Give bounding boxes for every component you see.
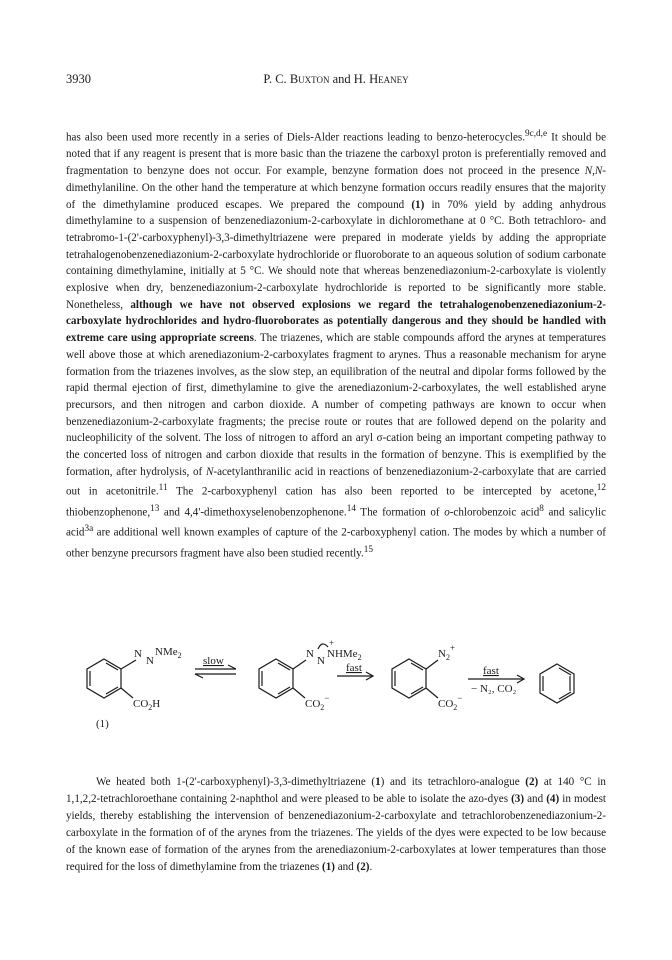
carboxylate-label-2: $CO_2^-$ (438, 693, 463, 712)
slow-step-label: slow (203, 655, 224, 667)
compound-number: (1) (411, 198, 425, 211)
paragraph-1 (66, 126, 606, 562)
compound-number: 1 (375, 776, 381, 788)
text-run: . (369, 861, 373, 873)
text-run: We heated both 1-(2'-carboxyphenyl)-3,3-dimethyltriazene ( (96, 776, 376, 788)
text-run: and (524, 793, 547, 805)
reference-superscript: 13 (150, 503, 160, 514)
compound-number: (2) (356, 861, 370, 873)
italic-text: o (444, 506, 450, 519)
compound-number: (3) (511, 793, 525, 805)
text-run: and salicylic acid (66, 506, 607, 539)
text-run: has also been used more recently in a series of Diels-Alder reactions leading to benzo-heterocycles. (66, 131, 525, 144)
diazonium-label: $N_2^+$ (438, 643, 456, 662)
triazene-nitrogen-1: N (134, 648, 142, 660)
paragraph-2 (66, 774, 606, 876)
zwitterion-nitrogen-2: N (317, 655, 325, 667)
reference-superscript: 15 (363, 544, 374, 555)
benzene-ring-diazonium (392, 659, 438, 698)
positive-charge: + (329, 638, 335, 648)
text-run: -acetylanthranilic acid in reactions of benzenediazonium-2-carboxylate that are carried out in acetonitrile. (66, 465, 606, 499)
triazene-nitrogen-2: N (146, 655, 154, 667)
safety-warning: although we have not observed explosions we regard the tetrahalogenobenzenediazonium-2-carboxylate hydrochlorides and hydro-fluoroborates as potentially dangerous and they should be handled with extreme care using appropriate screens (66, 298, 606, 345)
carboxylic-acid-label: $CO_2H$ (133, 698, 161, 712)
benzene-ring-zwitterion (259, 659, 306, 698)
text-run: It should be noted that if any reagent is present that is more basic than the triazene the carboxyl proton is preferentially removed and fragmentation to benzyne does not occur. For example, benzyne formation does not proceed in the presence (66, 131, 607, 178)
author-conjunction: and H. (329, 72, 370, 86)
compound-label-1: (1) (96, 718, 109, 730)
dimethylamino-label: NMe$_2$ (155, 646, 182, 660)
dimethylammonium-label: NHMe$_2$ (327, 648, 362, 662)
compound-number: (4) (546, 793, 560, 805)
text-run: in modest yields, thereby establishing the intervension of benzenediazonium-2-carboxylate and tetrachlorobenzenediazonium-2-carboxylate in the formation of of the arynes from the triazenes. The yields of the dyes were expected to be low because of the known ease of formation of the arynes from the arenediazonium-2-carboxylates at lower temperatures than those required for the loss of dimethylamine from the triazenes (66, 793, 606, 873)
compound-number: (2) (525, 776, 539, 788)
benzene-ring-triazene (87, 659, 136, 698)
text-run: and 4,4'-dimethoxyselenobenzophenone. (159, 506, 347, 519)
text-run: and (334, 861, 357, 873)
author-initials-1: P. C. (263, 72, 290, 86)
text-run: . The triazenes, which are stable compounds afford the arynes at temperatures well above those at which arenediazonium-2-carboxylates fragment to arynes. Thus a reasonable mechanism for aryne formation from the triazenes involves, as the slow step, an equilibration of the neutral and dipolar forms followed by the rapid thermal ejection of first, dimethylamine to give the arenediazonium-2-carboxylates, the well established aryne precursors, and then nitrogen and carbon dioxide. A number of competing pathways are known to occur when benzenediazonium-2-carboxylate fragments; the precise route or routes that are followed depend on the polarity and nucleophilicity of the solvent. The loss of nitrogen to afford an aryl σ-cation being an important competing pathway to the concerted loss of nitrogen and carbon dioxide that results in the formation of benzyne. This is exemplified by the formation, after hydrolysis, of (66, 332, 606, 478)
reference-superscript: 11 (158, 483, 168, 494)
text-run: in 70% yield by adding anhydrous dimethylamine to a suspension of benzenediazonium-2-carboxylate in dichloromethane at 0 °C. Both tetrachloro- and tetrabromo-1-(2'-carboxyphenyl)-3,3-dimethyltriazene were prepared in moderate yields by adding the appropriate tetrahalogenobenzenediazonium-2-carboxylate hydrochloride or fluoroborate to an aqueous solution of sodium carbonate containing dimethylamine, initially at 5 °C. We should note that whereas benzenediazonium-2-carboxylate is violently explosive when dry, benzenediazonium-2-carboxylate hydrochloride is reported to be significantly more stable. Nonetheless, (66, 198, 606, 311)
text-run: The 2-carboxyphenyl cation has also been reported to be intercepted by acetone, (167, 486, 597, 499)
reference-superscript: 12 (596, 483, 606, 494)
reaction-scheme (66, 636, 606, 730)
benzyne-structure (540, 664, 574, 703)
page-number: 3930 (66, 72, 91, 86)
reference-superscript: 3a (84, 524, 94, 535)
reference-superscript: 9c,d,e (525, 129, 548, 139)
text-run: ) and its tetrachloro-analogue (380, 776, 526, 788)
fast-fragmentation-label: fast (483, 665, 499, 677)
author-surname-1: Buxton (289, 72, 330, 86)
text-run: The formation of (355, 506, 445, 519)
running-head (0, 72, 672, 87)
text-run: are additional well known examples of capture of the 2-carboxyphenyl cation. The modes by which a number of other benzyne precursors fragment have also been studied recently. (66, 526, 606, 560)
text-run: -chlorobenzoic acid (449, 506, 540, 519)
reference-superscript: 14 (346, 503, 356, 514)
author-surname-2: Heaney (369, 72, 409, 86)
text-run: thiobenzophenone, (66, 506, 151, 519)
fast-step-label: fast (346, 662, 362, 674)
text-run: -dimethylaniline. On the other hand the temperature at which benzyne formation occurs readily ensures that the majority of the dimethylamine produced escapes. We prepared the compound (66, 165, 606, 211)
compound-number: (1) (322, 861, 335, 873)
reference-superscript: 8 (539, 503, 544, 514)
italic-text: N,N (584, 165, 603, 178)
text-run: at 140 °C in 1,1,2,2-tetrachloroethane containing 2-naphthol and were pleased to be able to isolate the azo-dyes (66, 776, 606, 805)
carboxylate-label: $CO_2^-$ (305, 693, 330, 712)
lost-fragments-label: − N₂, CO₂ (471, 683, 517, 695)
zwitterion-nitrogen-1: N (306, 648, 314, 660)
italic-text: N (205, 465, 214, 478)
